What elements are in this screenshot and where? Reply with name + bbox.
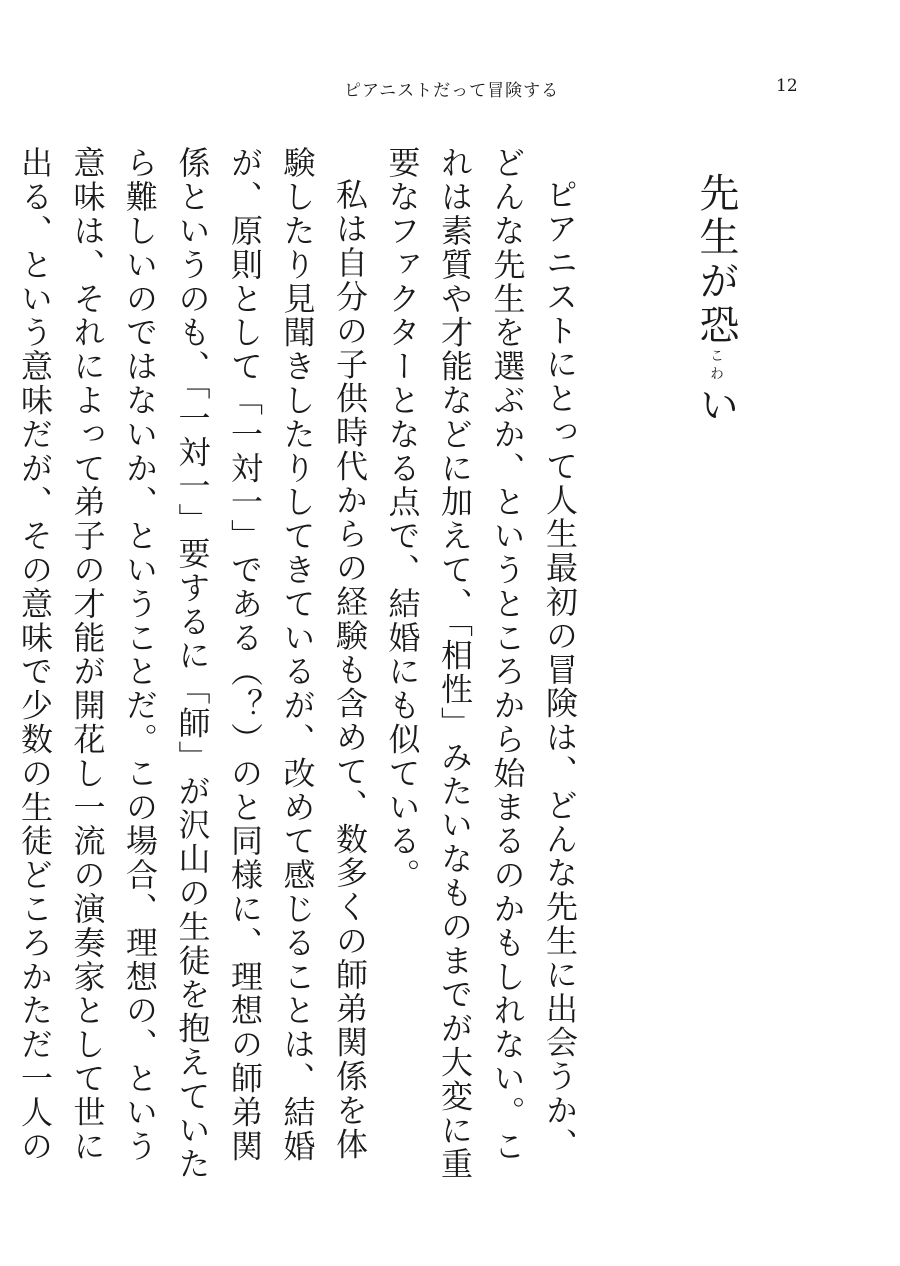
chapter-title-ruby: こわ xyxy=(708,348,724,384)
page-number: 12 xyxy=(776,76,798,96)
chapter-title xyxy=(690,172,742,428)
running-head: ピアニストだって冒険する xyxy=(344,81,560,101)
body-text xyxy=(16,146,586,1182)
chapter-title-end: い xyxy=(693,384,739,428)
paragraph: ピアニストにとって人生最初の冒険は、どんな先生に出会うか、どんな先生を選ぶか、というところから始まるのかもしれない。これは素質や才能などに加えて、「相性」みたいなものまでが大変に重要なファクターとなる点で、結婚にも似ている。 xyxy=(383,146,579,1181)
chapter-title-main: 先生が恐 xyxy=(693,172,739,348)
paragraph: 私は自分の子供時代からの経験も含めて、数多くの師弟関係を体験したり見聞きしたりしてきているが、改めて感じることは、結婚が、原則として「一対一」である（？）のと同様に、理想の師弟関係というのも、「一対一」要するに「師」が沢山の生徒を抱えていたら難しいのではないか、ということだ。この場合、理想の、という意味は、それによって弟子の才能が開花し一流の演奏家として世に出る、という意味だが、その意味で少数の生徒どころかただ一人の xyxy=(16,146,369,1181)
